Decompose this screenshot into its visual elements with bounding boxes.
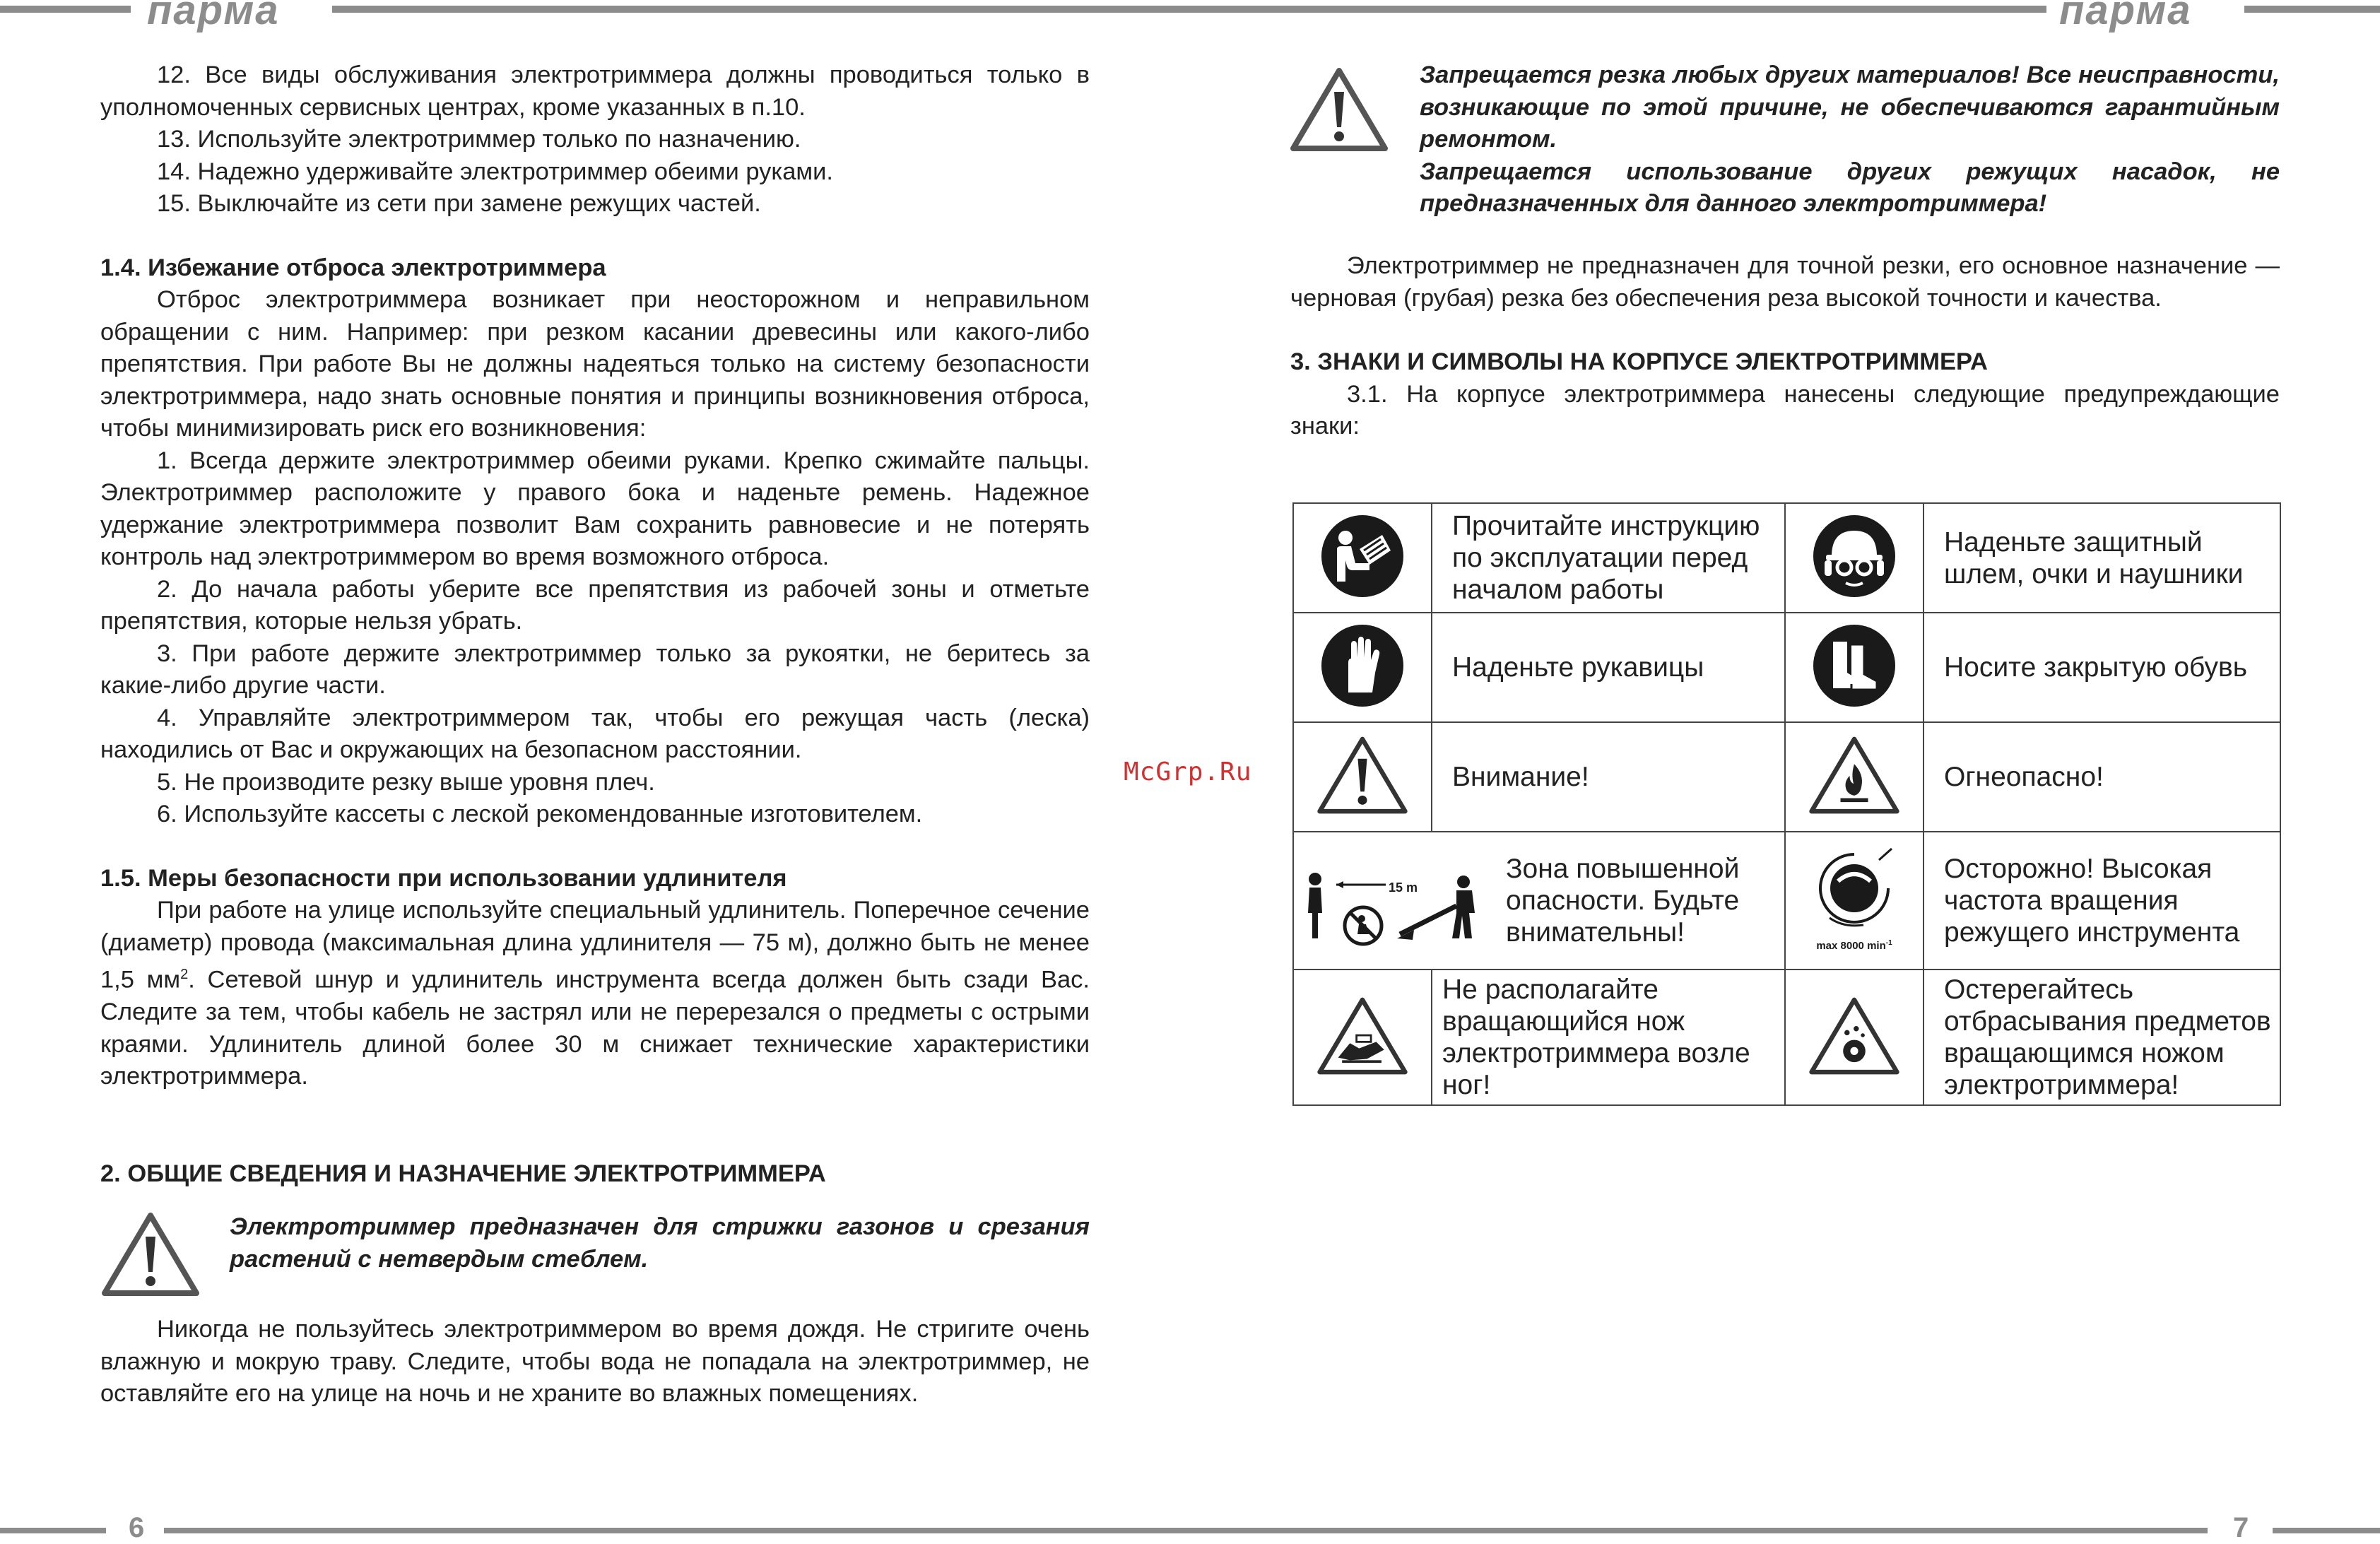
item-13: 13. Используйте электротриммер только по назначению.	[157, 126, 801, 153]
restriction-warning-1: Запрещается резка любых других материалов! Все неисправности, возникающие по этой причине, не обеспечиваются гарантийным ремонтом.	[1420, 61, 2280, 153]
watermark: McGrp.Ru	[1124, 758, 1252, 786]
svg-text:max 8000 min-1	[1816, 939, 1892, 952]
item-12: 12. Все виды обслуживания электротриммера должны проводиться только в уполномоченных сервисных центрах, кроме указанных в п.10.	[100, 61, 1090, 121]
table-row	[1293, 503, 2280, 613]
distance-label: 15 m	[1389, 880, 1418, 895]
kickback-item-6: 6. Используйте кассеты с леской рекомендованные изготовителем.	[157, 801, 923, 827]
footer-rule-left	[0, 1528, 106, 1533]
warning-triangle-icon	[1316, 735, 1409, 815]
sign-icon-cell	[1785, 970, 1924, 1105]
sign-icon-cell	[1785, 722, 1924, 832]
sign-label-read-manual: Прочитайте инструкцию по эксплуатации перед началом работы	[1432, 503, 1785, 613]
restriction-warning-2: Запрещается использование других режущих насадок, не предназначенных для данного электротриммера!	[1420, 158, 2280, 217]
section-1-5-text: При работе на улице используйте специальный удлинитель. Поперечное сечение (диаметр) провода (максимальная длина удлинителя — 75 м), должно быть не менее 1,5 $мм^2$. Сетевой шнур и удлинитель инструмента всегда должен быть сзади Вас. Следите за тем, чтобы кабель не застрял или не перерезался о предметы с острыми краями. Удлинитель длиной более 30 м снижает технические характеристики электротриммера.	[100, 897, 1090, 1090]
brand-logo-right: парма	[2059, 0, 2192, 33]
sign-label-flammable: Огнеопасно!	[1924, 722, 2280, 832]
kickback-item-4: 4. Управляйте электротриммером так, чтобы его режущая часть (леска) находились от Вас и окружающих на безопасном расстоянии.	[100, 704, 1090, 763]
speed-unit-sup: -1	[1885, 939, 1892, 947]
purpose-warning-text: Электротриммер предназначен для стрижки газонов и срезания растений с нетвердым стеблем.	[230, 1213, 1090, 1273]
gloves-icon	[1320, 623, 1405, 708]
header-rule-right	[2244, 6, 2380, 13]
kickback-item-2: 2. До начала работы уберите все препятствия из рабочей зоны и отметьте препятствия, которые нельзя убрать.	[100, 575, 1090, 635]
brand-logo-left: парма	[147, 0, 280, 33]
sign-label-rotation: Осторожно! Высокая частота вращения режущего инструмента	[1924, 832, 2280, 970]
sign-label-boots: Носите закрытую обувь	[1924, 613, 2280, 722]
footer-rule-right-long	[1190, 1528, 2208, 1533]
section-1-4-intro: Отброс электротриммера возникает при неосторожном и неправильном обращении с ним. Например: при резком касании древесины или какого-либо препятствия. При работе Вы не должны надеяться только на систему безопасности электротриммера, надо знать основные понятия и принципы возникновения отброса, чтобы минимизировать риск его возникновения:	[100, 286, 1090, 442]
table-row	[1293, 970, 2280, 1105]
helmet-goggles-icon	[1812, 514, 1897, 599]
page-number-right: 7	[2233, 1512, 2249, 1543]
kickback-item-3: 3. При работе держите электротриммер только за рукоятки, не беритесь за какие-либо другие части.	[100, 640, 1090, 699]
speed-label: max 8000 min	[1816, 940, 1886, 952]
sign-icon-cell	[1293, 613, 1432, 722]
sign-label-danger-zone: Зона повышенной опасности. Будьте внимательны!	[1432, 832, 1785, 970]
header-rule-right-long	[1190, 6, 2046, 13]
sign-icon-cell	[1293, 503, 1432, 613]
boots-icon	[1812, 623, 1897, 708]
thrown-objects-icon	[1808, 996, 1901, 1076]
footer-rule-left-long	[164, 1528, 1190, 1533]
signs-table	[1292, 502, 2281, 1106]
sign-icon-cell	[1785, 832, 1924, 970]
table-row	[1293, 722, 2280, 832]
section-2-text: Никогда не пользуйтесь электротриммером во время дождя. Не стригите очень влажную и мокрую траву. Следите, чтобы вода не попадала на электротриммер, не оставляйте его на улице на ночь и не храните во влажных помещениях.	[100, 1316, 1090, 1407]
item-15: 15. Выключайте из сети при замене режущих частей.	[157, 190, 761, 217]
sign-label-thrown-objects: Остерегайтесь отбрасывания предметов вращающимся ножом электротриммера!	[1924, 970, 2280, 1105]
left-page	[0, 0, 1190, 1542]
read-manual-icon	[1320, 514, 1405, 599]
section-3-title: 3. ЗНАКИ И СИМВОЛЫ НА КОРПУСЕ ЭЛЕКТРОТРИММЕРА	[1290, 348, 1988, 375]
page-number-left: 6	[129, 1512, 145, 1543]
kickback-item-1: 1. Всегда держите электротриммер обеими руками. Крепко сжимайте пальцы. Электротриммер расположите у правого бока и наденьте ремень. Надежное удержание электротриммера позволит Вам сохранить равновесие и не потерять контроль над электротриммером во время возможного отброса.	[100, 447, 1090, 570]
flammable-icon	[1808, 735, 1901, 815]
sign-label-attention: Внимание!	[1432, 722, 1785, 832]
table-row	[1293, 832, 2280, 970]
warning-triangle-icon	[1289, 66, 1389, 153]
item-14: 14. Надежно удерживайте электротриммер обеими руками.	[157, 158, 834, 185]
section-2-title: 2. ОБЩИЕ СВЕДЕНИЯ И НАЗНАЧЕНИЕ ЭЛЕКТРОТРИММЕРА	[100, 1160, 826, 1187]
purpose-warning	[100, 1211, 1090, 1292]
table-row	[1293, 613, 2280, 722]
sign-icon-cell	[1785, 613, 1924, 722]
rotation-speed-icon	[1801, 839, 1907, 959]
sign-icon-cell	[1293, 970, 1432, 1105]
precision-note: Электротриммер не предназначен для точной резки, его основное назначение — черновая (грубая) резка без обеспечения реза высокой точности и качества.	[1290, 252, 2280, 312]
restriction-warning	[1290, 59, 2280, 220]
header-rule-left	[0, 6, 131, 13]
section-1-5-title: 1.5. Меры безопасности при использовании удлинителя	[100, 864, 787, 892]
footer-rule-right	[2273, 1528, 2380, 1533]
right-column	[1290, 59, 2280, 443]
warning-triangle-icon	[100, 1211, 201, 1297]
sign-icon-cell	[1785, 503, 1924, 613]
section-1-4-title: 1.4. Избежание отброса электротриммера	[100, 254, 606, 281]
section-3-intro: 3.1. На корпусе электротриммера нанесены следующие предупреждающие знаки:	[1290, 380, 2280, 440]
sign-icon-cell	[1293, 832, 1432, 970]
sign-label-gloves: Наденьте рукавицы	[1432, 613, 1785, 722]
sign-icon-cell	[1293, 722, 1432, 832]
blade-feet-icon	[1316, 996, 1409, 1076]
kickback-item-5: 5. Не производите резку выше уровня плеч.	[157, 768, 655, 796]
header-rule-left-long	[332, 6, 1190, 13]
sign-label-blade-feet: Не располагайте вращающийся нож электротриммера возле ног!	[1432, 970, 1785, 1105]
left-column	[100, 59, 1090, 1410]
sign-label-helmet: Наденьте защитный шлем, очки и наушники	[1924, 503, 2280, 613]
